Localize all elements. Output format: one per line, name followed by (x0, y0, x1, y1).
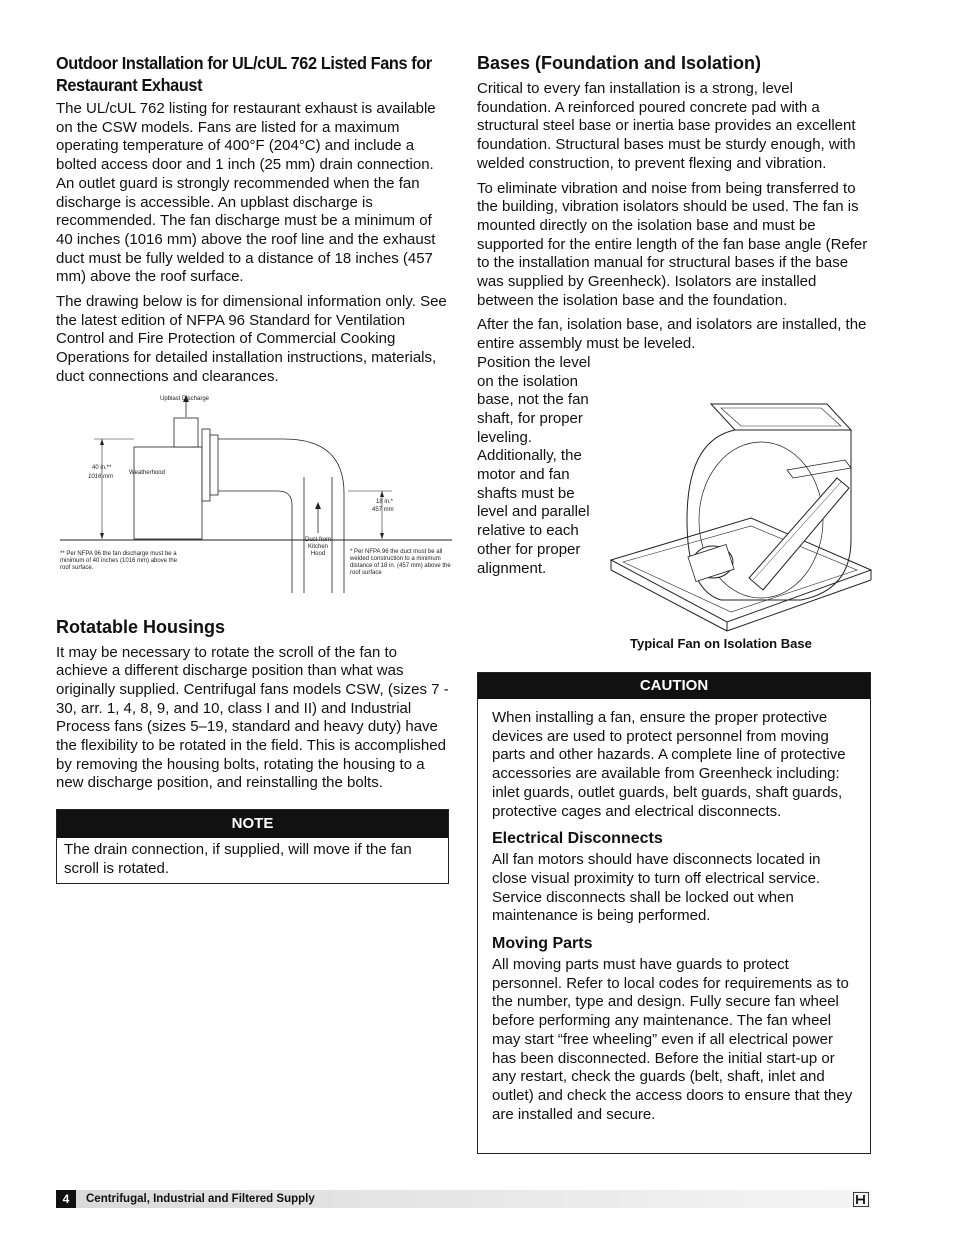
bases-paragraph-3b: Position the level on the isolation base, not the fan shaft, for proper leveling. Additionally, the motor and fan shafts must be level and parallel relative to each other for proper alignment. (477, 353, 591, 577)
page-footer (56, 1190, 871, 1208)
caution-box (477, 672, 871, 1154)
footer-title: Centrifugal, Industrial and Filtered Supply (86, 1193, 315, 1205)
dim-40-label: 40 in.** (92, 464, 112, 471)
note-box (56, 809, 449, 883)
moving-parts-heading: Moving Parts (492, 935, 593, 953)
bases-paragraph-1: Critical to every fan installation is a strong, level foundation. A reinforced poured concrete pad with a structural steel base or inertia base provides an excellent foundation. Structural bases must be sturdy enough, with welded construction, to prevent flexing and vibration. (477, 80, 856, 172)
bases-heading: Bases (Foundation and Isolation) (477, 53, 762, 73)
rotatable-housings-heading: Rotatable Housings (56, 616, 226, 637)
installation-diagram (56, 393, 456, 593)
diagram-note-right: * Per NFPA 96 the duct must be all welded construction to a minimum distance of 18 in. (457 mm) above the roof surface (350, 548, 451, 576)
note-heading: NOTE (57, 810, 448, 838)
fan-caption: Typical Fan on Isolation Base (630, 636, 812, 651)
fan-drawing (601, 400, 873, 632)
page-number: 4 (56, 1190, 76, 1208)
dim-18-label: 18 in.* (376, 498, 394, 505)
dim-18-mm-label: 457 mm (372, 506, 394, 513)
caution-heading: CAUTION (478, 673, 870, 699)
bases-paragraph-2: To eliminate vibration and noise from being transferred to the building, vibration isolators should be used. The fan is mounted directly on the isolation base and must be supported for the entire length of the fan base angle (Refer to the installation manual for structural bases if the base was supplied by Greenheck). Isolators are installed between the isolation base and the foundation. (477, 179, 868, 309)
outdoor-paragraph-2: The drawing below is for dimensional information only. See the latest edition of NFPA 96 Standard for Ventilation Control and Fire Protection of Commercial Cooking Operations for detailed installation instructions, materials, duct connections and clearances. (56, 293, 447, 385)
rotatable-paragraph: It may be necessary to rotate the scroll of the fan to achieve a different discharge position than what was originally supplied. Centrifugal fans models CSW, (sizes 7 - 30, arr. 1, 4, 8, 9, and 10, class I and II) and Industrial Process fans (sizes 5–19, standard and heavy duty) have the flexibility to be rotated in the field. This is accomplished by removing the housing bolts, rotating the housing to a new discharge position, and reinstalling the bolts. (56, 643, 449, 792)
outdoor-installation-heading: Outdoor Installation for UL/cUL 762 Listed Fans for Restaurant Exhaust (56, 53, 432, 95)
electrical-disconnects-heading: Electrical Disconnects (492, 830, 663, 848)
bases-paragraph-3a: After the fan, isolation base, and isolators are installed, the entire assembly must be leveled. (477, 316, 867, 353)
dim-40-mm-label: 1016 mm (88, 473, 114, 480)
moving-parts-paragraph: All moving parts must have guards to protect personnel. Refer to local codes for requirements as to the number, type and design. Fully secure fan wheel before performing any maintenance. The fan wheel may start “free wheeling” even if all electrical power has been disconnected. Before the initial start-up or any restart, check the guards (belt, shaft, inlet and outlet) and check the access doors to ensure that they are installed and secure. (492, 956, 853, 1123)
electrical-disconnects-paragraph: All fan motors should have disconnects located in close visual proximity to turn off electrical service. Service disconnects shall be locked out when maintenance is being performed. (492, 851, 821, 925)
diagram-note-left: ** Per NFPA 96 the fan discharge must be a minimum of 40 inches (1016 mm) above the roof surface. (60, 550, 178, 571)
greenheck-logo-icon (853, 1192, 869, 1207)
upblast-label: Upblast Discharge (160, 395, 210, 402)
note-text: The drain connection, if supplied, will move if the fan scroll is rotated. (64, 841, 412, 877)
outdoor-paragraph-1: The UL/cUL 762 listing for restaurant exhaust is available on the CSW models. Fans are listed for a maximum operating temperature of 400°F (204°C) and include a bolted access door and 1 inch (25 mm) drain connection. An outlet guard is strongly recommended when the fan discharge is accessible. An upblast discharge is recommended. The fan discharge must be a minimum of 40 inches (1016 mm) above the roof line and the exhaust duct must be fully welded to a distance of 18 inches (457 mm) above the roof surface. (56, 100, 436, 286)
fan-isolation-base-illustration (601, 400, 873, 632)
left-column (56, 52, 449, 884)
caution-paragraph: When installing a fan, ensure the proper protective devices are used to protect personnel from moving parts and other hazards. A complete line of protective accessories are available from Greenheck including: inlet guards, outlet guards, belt guards, shaft guards, protective cages and electrical disconnects. (492, 709, 846, 820)
duct-label: Duct from Kitchen Hood (304, 536, 331, 557)
weatherhood-label: Weatherhood (129, 469, 165, 476)
